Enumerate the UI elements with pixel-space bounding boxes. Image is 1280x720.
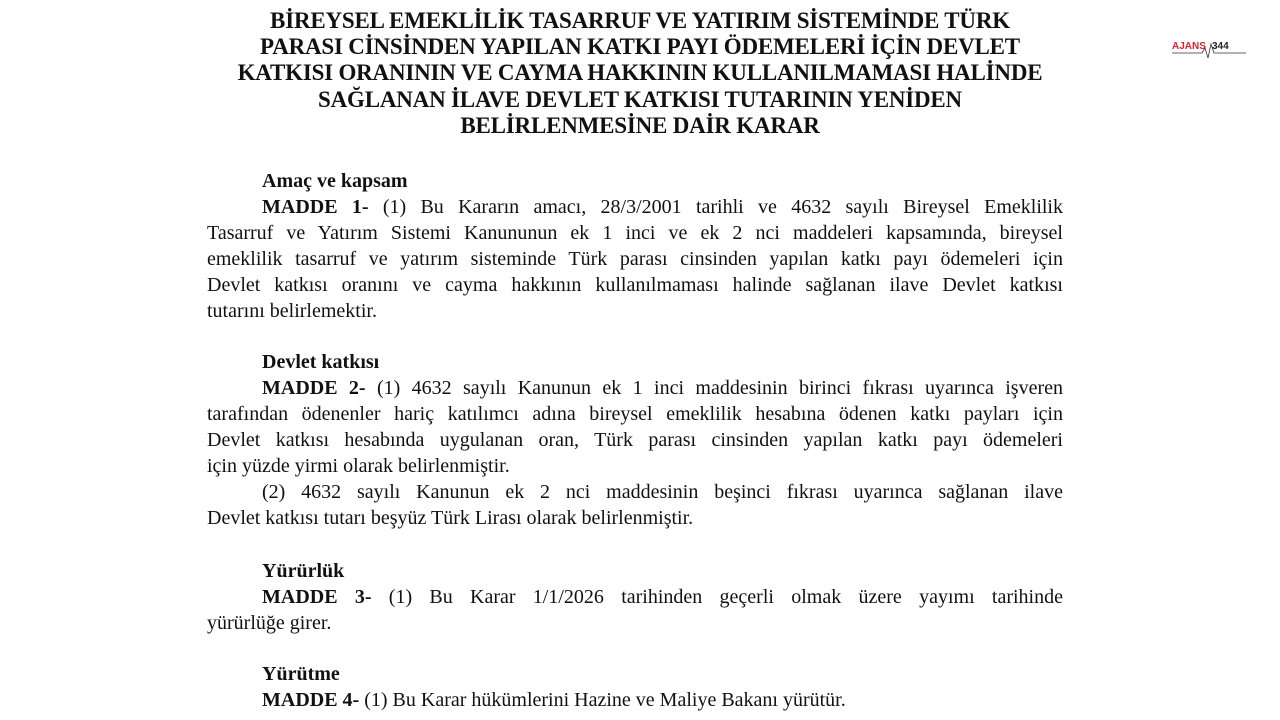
ajans344-logo xyxy=(1172,38,1246,60)
body-line: Devlet katkısı oranını ve cayma hakkının kullanılmaması halinde sağlanan ilave Devlet katkısı xyxy=(207,274,1063,296)
section-heading: Devlet katkısı xyxy=(262,351,380,373)
section-yururluk xyxy=(207,558,1063,636)
body-text: (1) Bu Kararın amacı, 28/3/2001 tarihli ve 4632 sayılı Bireysel Emeklilik xyxy=(368,196,1063,218)
body-line: emeklilik tasarruf ve yatırım sisteminde Türk parası cinsinden yapılan katkı payı ödemeleri için xyxy=(207,248,1063,270)
section-heading: Yürürlük xyxy=(262,560,345,582)
body-line: (2) 4632 sayılı Kanunun ek 2 nci maddesinin beşinci fıkrası uyarınca sağlanan ilave xyxy=(262,481,1063,503)
body-text: (1) Bu Karar 1/1/2026 tarihinden geçerli olmak üzere yayımı tarihinde xyxy=(371,586,1063,608)
section-heading: Amaç ve kapsam xyxy=(262,170,408,192)
body-line: tarafından ödenenler hariç katılımcı adına bireysel emeklilik hesabına ödenen katkı payları için xyxy=(207,403,1063,425)
title-line: PARASI CİNSİNDEN YAPILAN KATKI PAYI ÖDEMELERİ İÇİN DEVLET xyxy=(260,34,1020,60)
body-line: Devlet katkısı hesabında uygulanan oran, Türk parası cinsinden yapılan katkı payı ödemeleri xyxy=(207,429,1063,451)
madde-label: MADDE 4- xyxy=(262,689,360,711)
body-line: için yüzde yirmi olarak belirlenmiştir. xyxy=(207,455,510,477)
body-text: (1) Bu Karar hükümlerini Hazine ve Maliye Bakanı yürütür. xyxy=(359,689,846,711)
madde-label: MADDE 1- xyxy=(262,196,369,218)
title-line: BİREYSEL EMEKLİLİK TASARRUF VE YATIRIM SİSTEMİNDE TÜRK xyxy=(270,8,1010,33)
section-devlet-katkisi xyxy=(207,349,1063,531)
body-line: tutarını belirlemektir. xyxy=(207,300,377,322)
madde-label: MADDE 3- xyxy=(262,586,372,608)
body-line: Tasarruf ve Yatırım Sistemi Kanununun ek 1 inci ve ek 2 nci maddeleri kapsamında, bireysel xyxy=(207,222,1063,244)
title-line: KATKISI ORANININ VE CAYMA HAKKININ KULLANILMAMASI HALİNDE xyxy=(237,60,1043,86)
body-line: Devlet katkısı tutarı beşyüz Türk Lirası olarak belirlenmiştir. xyxy=(207,507,694,529)
title-line: SAĞLANAN İLAVE DEVLET KATKISI TUTARININ YENİDEN xyxy=(318,86,962,112)
body-text: (1) 4632 sayılı Kanunun ek 1 inci maddesinin birinci fıkrası uyarınca işveren xyxy=(365,377,1063,399)
svg-text:344: 344 xyxy=(1212,41,1229,52)
document-title xyxy=(200,8,1080,139)
svg-text:AJANS: AJANS xyxy=(1172,41,1206,52)
section-heading: Yürütme xyxy=(262,663,340,685)
madde-label: MADDE 2- xyxy=(262,377,366,399)
section-yurutme xyxy=(207,661,1063,713)
title-line: BELİRLENMESİNE DAİR KARAR xyxy=(460,112,820,138)
body-line: yürürlüğe girer. xyxy=(207,612,332,634)
section-amac-ve-kapsam xyxy=(207,168,1063,324)
